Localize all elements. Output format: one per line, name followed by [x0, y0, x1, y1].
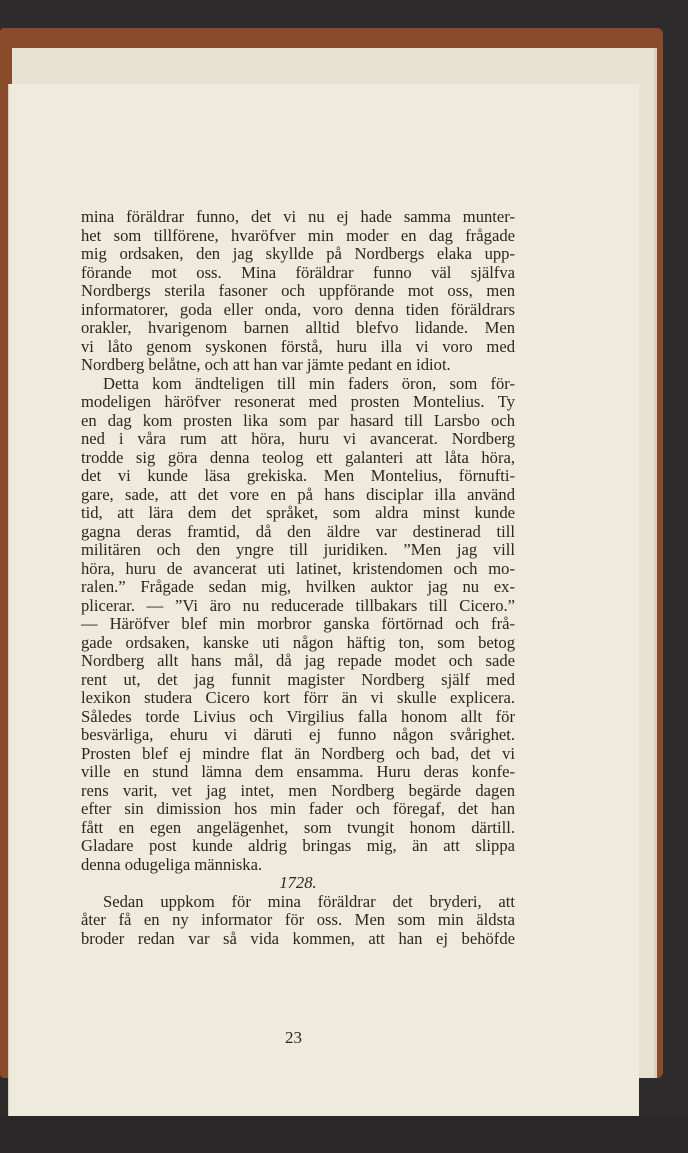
text-line: fått en egen angelägenhet, som tvungit honom därtill. — [81, 817, 515, 837]
background-edge — [0, 1116, 688, 1153]
text-line: höra, huru de avancerat uti latinet, kristendomen och mo- — [81, 558, 515, 578]
text-line: efter sin dimission hos min fader och föregaf, det han — [81, 799, 515, 818]
page-number: 23 — [285, 1028, 302, 1047]
text-line: Detta kom ändteligen till min faders öron, som för- — [103, 373, 515, 393]
text-line: ned i våra rum att höra, huru vi avancerat. Nordberg — [81, 429, 515, 448]
text-line: Prosten blef ej mindre flat än Nordberg och bad, det vi — [81, 743, 515, 763]
text-line: Nordberg belåtne, och att han var jämte pedant en idiot. — [81, 355, 451, 374]
text-line: besvärliga, ehuru vi däruti ej funno någon svårighet. — [81, 725, 515, 744]
text-line: ville en stund lämna dem ensamma. Huru deras konfe- — [81, 762, 515, 781]
text-line: trodde sig göra denna teolog ett galanteri att låta höra, — [81, 447, 515, 467]
text-line: het som tillförene, hvaröfver min moder en dag frågade — [81, 225, 515, 245]
text-line: broder redan var så vida kommen, att han ej behöfde — [81, 928, 515, 948]
text-line: Nordberg allt hans mål, då jag repade modet och sade — [81, 651, 515, 670]
text-line: Nordbergs sterila fasoner och uppförande mot oss, men — [81, 281, 515, 300]
text-line: ralen.” Frågade sedan mig, hvilken auktor jag nu ex- — [81, 577, 515, 596]
book-page — [8, 84, 639, 1116]
text-line: plicerar. — ”Vi äro nu reducerade tillbakars till Cicero.” — [81, 595, 515, 615]
text-line: modeligen häröfver resonerat med prosten Montelius. Ty — [81, 392, 515, 411]
body-text — [81, 208, 515, 948]
text-line: åter få en ny informator för oss. Men som min äldsta — [81, 910, 515, 929]
text-line: en dag kom prosten lika som par hasard till Larsbo och — [81, 410, 515, 430]
section-year-heading: 1728. — [279, 873, 317, 892]
text-line: det vi kunde läsa grekiska. Men Montelius, förnufti- — [81, 466, 515, 485]
text-line: Sedan uppkom för mina föräldrar det bryderi, att — [103, 891, 515, 911]
text-line: Gladare post kunde aldrig bringas mig, än att slippa — [81, 836, 515, 855]
text-line: lexikon studera Cicero kort förr än vi skulle explicera. — [81, 688, 515, 707]
text-line: — Häröfver blef min morbror ganska förtörnad och frå- — [81, 614, 515, 633]
text-line: förande mot oss. Mina föräldrar funno väl själfva — [81, 262, 515, 282]
text-line: informatorer, goda eller onda, voro denna tiden föräldrars — [81, 299, 515, 319]
text-line: rens varit, vet jag intet, men Nordberg begärde dagen — [81, 780, 515, 800]
text-line: tid, att lära dem det språket, som aldra minst kunde — [81, 503, 515, 522]
text-line: Således torde Livius och Virgilius falla honom allt för — [81, 706, 515, 726]
text-line: mina föräldrar funno, det vi nu ej hade samma munter- — [81, 207, 515, 226]
text-line: orakler, hvarigenom barnen alltid blefvo lidande. Men — [81, 318, 515, 337]
text-line: rent ut, det jag funnit magister Nordberg själf med — [81, 669, 515, 689]
text-line: vi låto genom syskonen förstå, huru illa vi voro med — [81, 336, 515, 356]
text-line: gade ordsaken, kanske uti någon häftig ton, som betog — [81, 632, 515, 652]
text-line: gare, sade, att det vore en på hans disciplar illa använd — [81, 484, 515, 504]
text-line: militären och den yngre till juridiken. ”Men jag vill — [81, 540, 515, 559]
text-line: mig ordsaken, den jag skyllde på Nordbergs elaka upp- — [81, 244, 515, 263]
text-line: gagna deras framtid, då den äldre var destinerad till — [81, 521, 515, 541]
text-line: denna odugeliga människa. — [81, 854, 263, 874]
